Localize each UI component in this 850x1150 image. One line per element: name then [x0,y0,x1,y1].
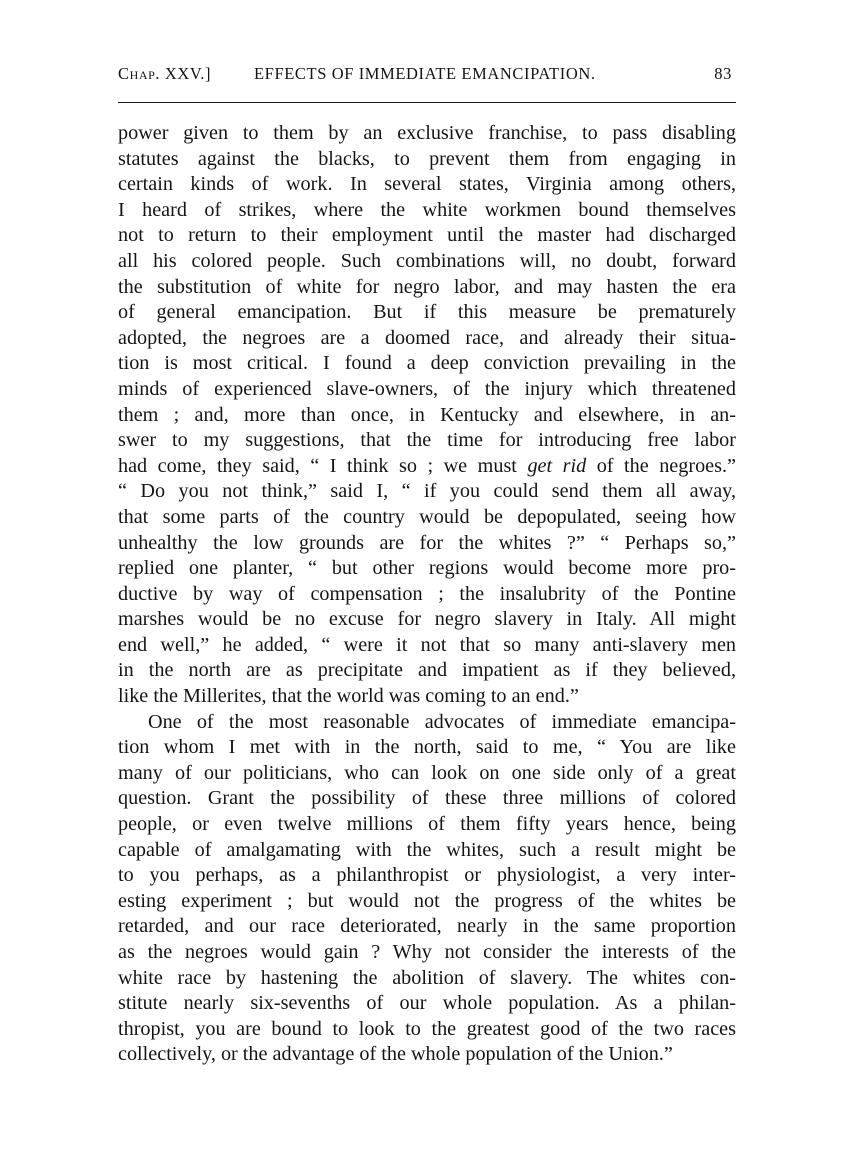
text-line: not to return to their employment until the master had discharged [118,224,736,247]
text-line: tion is most critical. I found a deep conviction prevailing in the [118,352,736,375]
text-line: many of our politicians, who can look on one side only of a great [118,761,736,784]
page-number: 83 [714,64,732,83]
text-line: capable of amalgamating with the whites, such a result might be [118,838,736,861]
text-line: all his colored people. Such combinations will, no doubt, forward [118,249,736,272]
chapter-title: EFFECTS OF IMMEDIATE EMANCIPATION. [254,64,596,83]
text-line: them ; and, more than once, in Kentucky and elsewhere, in an- [118,403,736,426]
body-text [118,121,736,1068]
text-line: marshes would be no excuse for negro slavery in Italy. All might [118,608,736,631]
text-line: “ Do you not think,” said I, “ if you could send them all away, [118,480,736,503]
text-line: power given to them by an exclusive franchise, to pass disabling [118,122,736,144]
text-line: question. Grant the possibility of these three millions of colored [118,787,736,810]
text-line: people, or even twelve millions of them fifty years hence, being [118,813,736,836]
text-line: stitute nearly six-sevenths of our whole population. As a philan- [118,992,736,1015]
text-line: adopted, the negroes are a doomed race, and already their situa- [118,326,736,349]
paragraph-2 [118,710,736,1068]
text-line-with-italic [118,454,736,480]
chapter-label: Chap. XXV.] [118,64,212,83]
text-line: to you perhaps, as a philanthropist or physiologist, a very inter- [118,864,736,887]
text-line: ductive by way of compensation ; the insalubrity of the Pontine [118,582,736,605]
text-line: esting experiment ; but would not the progress of the whites be [118,889,736,912]
text-line: like the Millerites, that the world was coming to an end.” [118,685,579,708]
text-line: retarded, and our race deteriorated, nearly in the same proportion [118,915,736,938]
paragraph-1 [118,121,736,710]
text-line: that some parts of the country would be depopulated, seeing how [118,505,736,528]
text-line: the substitution of white for negro labor, and may hasten the era [118,275,736,298]
text-line: in the north are as precipitate and impatient as if they believed, [118,659,736,682]
text-line: as the negroes would gain ? Why not consider the interests of the [118,941,736,963]
text-line: minds of experienced slave-owners, of the injury which threatened [118,377,736,400]
running-head [118,62,736,88]
text-line: collectively, or the advantage of the whole population of the Union.” [118,1043,673,1066]
text-fragment: had come, they said, “ I think so ; we must [118,454,528,477]
text-line: of general emancipation. But if this measure be prematurely [118,301,736,324]
book-page [118,62,736,1068]
text-fragment: of the negroes.” [586,454,736,477]
text-line: end well,” he added, “ were it not that so many anti-slavery men [118,633,736,656]
text-line: replied one planter, “ but other regions would become more pro- [118,557,736,580]
text-line: certain kinds of work. In several states, Virginia among others, [118,173,736,196]
text-line: One of the most reasonable advocates of immediate emancipa- [148,710,736,733]
text-line: white race by hastening the abolition of slavery. The whites con- [118,966,736,989]
text-line: thropist, you are bound to look to the greatest good of the two races [118,1017,736,1040]
text-line: unhealthy the low grounds are for the whites ?” “ Perhaps so,” [118,531,736,554]
text-line: statutes against the blacks, to prevent them from engaging in [118,147,736,170]
italic-emphasis: get rid [527,454,587,477]
text-line: swer to my suggestions, that the time for introducing free labor [118,429,736,452]
header-rule [118,102,736,103]
text-line: tion whom I met with in the north, said to me, “ You are like [118,736,736,759]
text-line: I heard of strikes, where the white workmen bound themselves [118,198,736,221]
